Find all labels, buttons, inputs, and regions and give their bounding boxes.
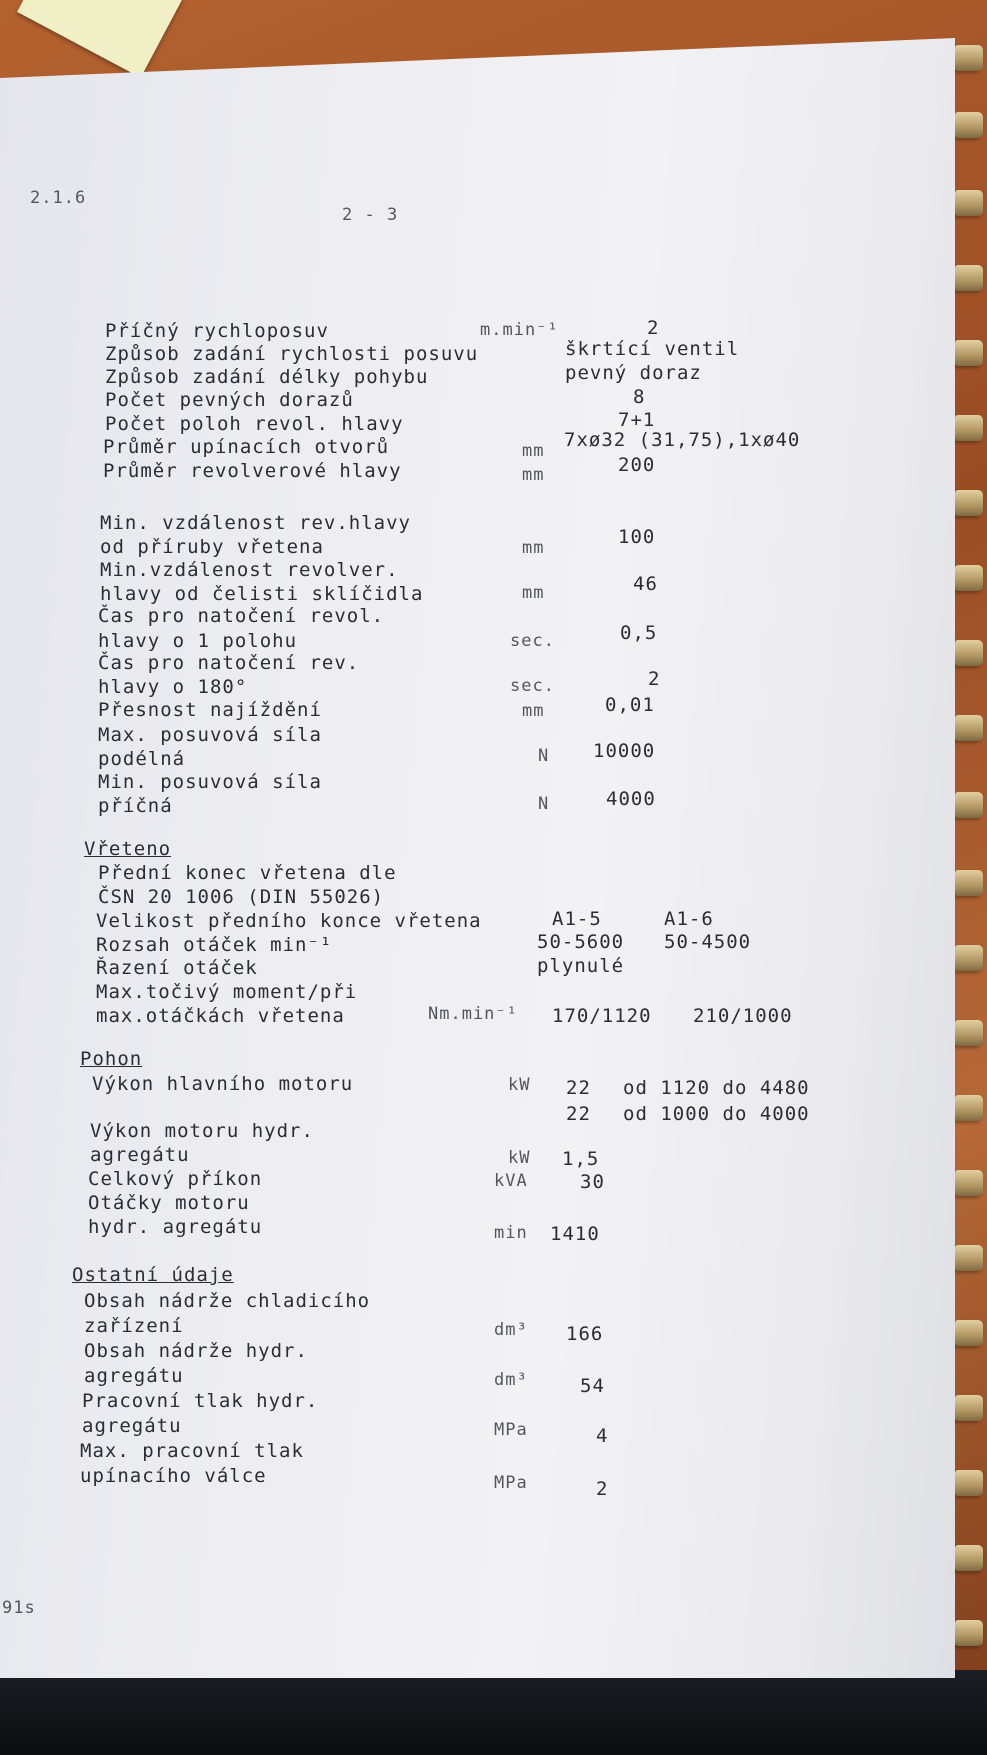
binding-ring bbox=[955, 715, 983, 741]
spec-label: Průměr revolverové hlavy bbox=[103, 460, 402, 482]
spec-unit: N bbox=[538, 746, 550, 766]
binding-ring bbox=[955, 415, 983, 441]
spec-label: od příruby vřetena bbox=[100, 536, 324, 558]
spec-value: 46 bbox=[633, 573, 658, 595]
spec-label: Počet poloh revol. hlavy bbox=[105, 413, 404, 435]
spec-label: Pracovní tlak hydr. bbox=[82, 1390, 319, 1412]
spec-label: zařízení bbox=[84, 1315, 184, 1337]
spec-value: od 1000 do 4000 bbox=[623, 1103, 810, 1125]
spec-value: 2 bbox=[648, 668, 661, 690]
spec-label: Velikost předního konce vřetena bbox=[96, 910, 482, 932]
spec-unit: mm bbox=[522, 441, 545, 461]
spec-unit: kVA bbox=[494, 1171, 528, 1191]
binding-ring bbox=[955, 490, 983, 516]
spec-label: upínacího válce bbox=[80, 1465, 267, 1487]
spec-label: Způsob zadání délky pohybu bbox=[105, 366, 429, 388]
spec-value: 4000 bbox=[606, 788, 656, 810]
spec-value: pevný doraz bbox=[565, 362, 702, 384]
spec-label: Řazení otáček bbox=[96, 957, 258, 979]
spec-label: hlavy o 1 polohu bbox=[98, 630, 298, 652]
spec-unit: MPa bbox=[494, 1473, 528, 1493]
spec-value: 0,01 bbox=[605, 694, 655, 716]
spec-unit: N bbox=[538, 794, 550, 814]
spec-label: Max. pracovní tlak bbox=[80, 1440, 304, 1462]
spec-value: A1-5 bbox=[552, 908, 602, 930]
spec-unit: Nm.min⁻¹ bbox=[428, 1004, 518, 1024]
section-heading-vreteno: Vřeteno bbox=[84, 838, 172, 860]
spec-label: Příčný rychloposuv bbox=[105, 320, 329, 342]
binding-ring bbox=[955, 870, 983, 896]
spec-value: 166 bbox=[566, 1323, 604, 1345]
spec-unit: kW bbox=[508, 1148, 531, 1168]
spec-value: od 1120 do 4480 bbox=[623, 1077, 810, 1099]
spec-unit: mm bbox=[522, 538, 545, 558]
spec-value: 50-4500 bbox=[664, 931, 752, 953]
binding-ring bbox=[955, 340, 983, 366]
spindle-line: Přední konec vřetena dle bbox=[98, 862, 397, 884]
spec-unit: dm³ bbox=[494, 1370, 528, 1390]
dark-table-edge bbox=[0, 1670, 987, 1755]
spec-value: 50-5600 bbox=[537, 931, 625, 953]
spec-value: 4 bbox=[596, 1425, 609, 1447]
spec-value: 170/1120 bbox=[552, 1005, 652, 1027]
binding-ring bbox=[955, 1170, 983, 1196]
spec-label: Obsah nádrže hydr. bbox=[84, 1340, 308, 1362]
section-heading-ostatni: Ostatní údaje bbox=[72, 1264, 234, 1286]
binding-ring bbox=[955, 565, 983, 591]
spindle-standard: ČSN 20 1006 (DIN 55026) bbox=[98, 886, 385, 908]
spec-label: Obsah nádrže chladicího bbox=[84, 1290, 371, 1312]
spec-value: plynulé bbox=[537, 955, 625, 977]
spec-value: 30 bbox=[580, 1171, 605, 1193]
spec-value: 22 bbox=[566, 1077, 591, 1099]
binding-ring bbox=[955, 640, 983, 666]
spec-value: 210/1000 bbox=[693, 1005, 793, 1027]
spec-value: 2 bbox=[596, 1478, 609, 1500]
binding-ring bbox=[955, 945, 983, 971]
footer-mark: 91s bbox=[2, 1598, 36, 1618]
spec-label: Počet pevných dorazů bbox=[105, 389, 354, 411]
spec-label: Min. posuvová síla bbox=[98, 771, 322, 793]
spec-label: Přesnost najíždění bbox=[98, 699, 322, 721]
spec-unit: sec. bbox=[510, 676, 555, 696]
spec-unit: m.min⁻¹ bbox=[480, 320, 559, 340]
spec-value: 8 bbox=[633, 386, 646, 408]
spec-label: podélná bbox=[98, 748, 186, 770]
binding-ring bbox=[955, 1245, 983, 1271]
binding-ring bbox=[955, 45, 983, 71]
binding-ring bbox=[955, 1545, 983, 1571]
spec-value: 7xø32 (31,75),1xø40 bbox=[564, 429, 801, 451]
spec-label: Výkon motoru hydr. bbox=[90, 1120, 314, 1142]
spec-label: Celkový příkon bbox=[88, 1168, 263, 1190]
spec-value: 200 bbox=[618, 454, 656, 476]
binding-ring bbox=[955, 792, 983, 818]
binding-ring bbox=[955, 1470, 983, 1496]
spec-label: hlavy od čelisti sklíčidla bbox=[100, 583, 424, 605]
spec-label: hydr. agregátu bbox=[88, 1216, 263, 1238]
spec-label: Min.vzdálenost revolver. bbox=[100, 559, 399, 581]
spec-value: 54 bbox=[580, 1375, 605, 1397]
spec-value: 100 bbox=[618, 526, 656, 548]
spec-value: škrtící ventil bbox=[565, 338, 740, 360]
section-number: 2.1.6 bbox=[30, 188, 87, 208]
spec-unit: dm³ bbox=[494, 1320, 528, 1340]
spec-unit: mm bbox=[522, 583, 545, 603]
spec-value: 7+1 bbox=[618, 409, 656, 431]
spec-label: Otáčky motoru bbox=[88, 1192, 250, 1214]
binding-ring bbox=[955, 1620, 983, 1646]
spec-label: Max. posuvová síla bbox=[98, 724, 322, 746]
spec-label: agregátu bbox=[84, 1365, 184, 1387]
spec-label: Průměr upínacích otvorů bbox=[103, 436, 390, 458]
binding-ring bbox=[955, 265, 983, 291]
spec-unit: min bbox=[494, 1223, 528, 1243]
spec-value: 2 bbox=[647, 317, 660, 339]
binding-ring bbox=[955, 1020, 983, 1046]
spec-label: agregátu bbox=[90, 1144, 190, 1166]
spec-label: Způsob zadání rychlosti posuvu bbox=[105, 343, 479, 365]
spec-unit: sec. bbox=[510, 631, 555, 651]
binding-ring bbox=[955, 190, 983, 216]
spec-value: 1,5 bbox=[562, 1148, 600, 1170]
spec-label: Rozsah otáček min⁻¹ bbox=[96, 934, 333, 956]
spec-value: A1-6 bbox=[664, 908, 714, 930]
spec-label: Min. vzdálenost rev.hlavy bbox=[100, 512, 411, 534]
spec-value: 22 bbox=[566, 1103, 591, 1125]
spec-unit: MPa bbox=[494, 1420, 528, 1440]
section-heading-pohon: Pohon bbox=[80, 1048, 143, 1070]
page-number: 2 - 3 bbox=[342, 205, 399, 225]
spec-unit: mm bbox=[522, 701, 545, 721]
spec-unit: kW bbox=[508, 1075, 531, 1095]
spec-value: 10000 bbox=[593, 740, 656, 762]
spec-unit: mm bbox=[522, 465, 545, 485]
spec-label: Výkon hlavního motoru bbox=[92, 1073, 354, 1095]
spec-label: hlavy o 180° bbox=[98, 676, 248, 698]
binding-ring bbox=[955, 1095, 983, 1121]
spec-label: Max.točivý moment/při bbox=[96, 981, 358, 1003]
binding-ring bbox=[955, 1320, 983, 1346]
spec-value: 1410 bbox=[550, 1223, 600, 1245]
spec-label: příčná bbox=[98, 795, 173, 817]
spec-value: 0,5 bbox=[620, 622, 658, 644]
spec-label: Čas pro natočení rev. bbox=[98, 652, 360, 674]
binding-ring bbox=[955, 112, 983, 138]
spec-label: agregátu bbox=[82, 1415, 182, 1437]
binding-ring bbox=[955, 1395, 983, 1421]
spec-label: Čas pro natočení revol. bbox=[98, 605, 385, 627]
spec-label: max.otáčkách vřetena bbox=[96, 1005, 345, 1027]
